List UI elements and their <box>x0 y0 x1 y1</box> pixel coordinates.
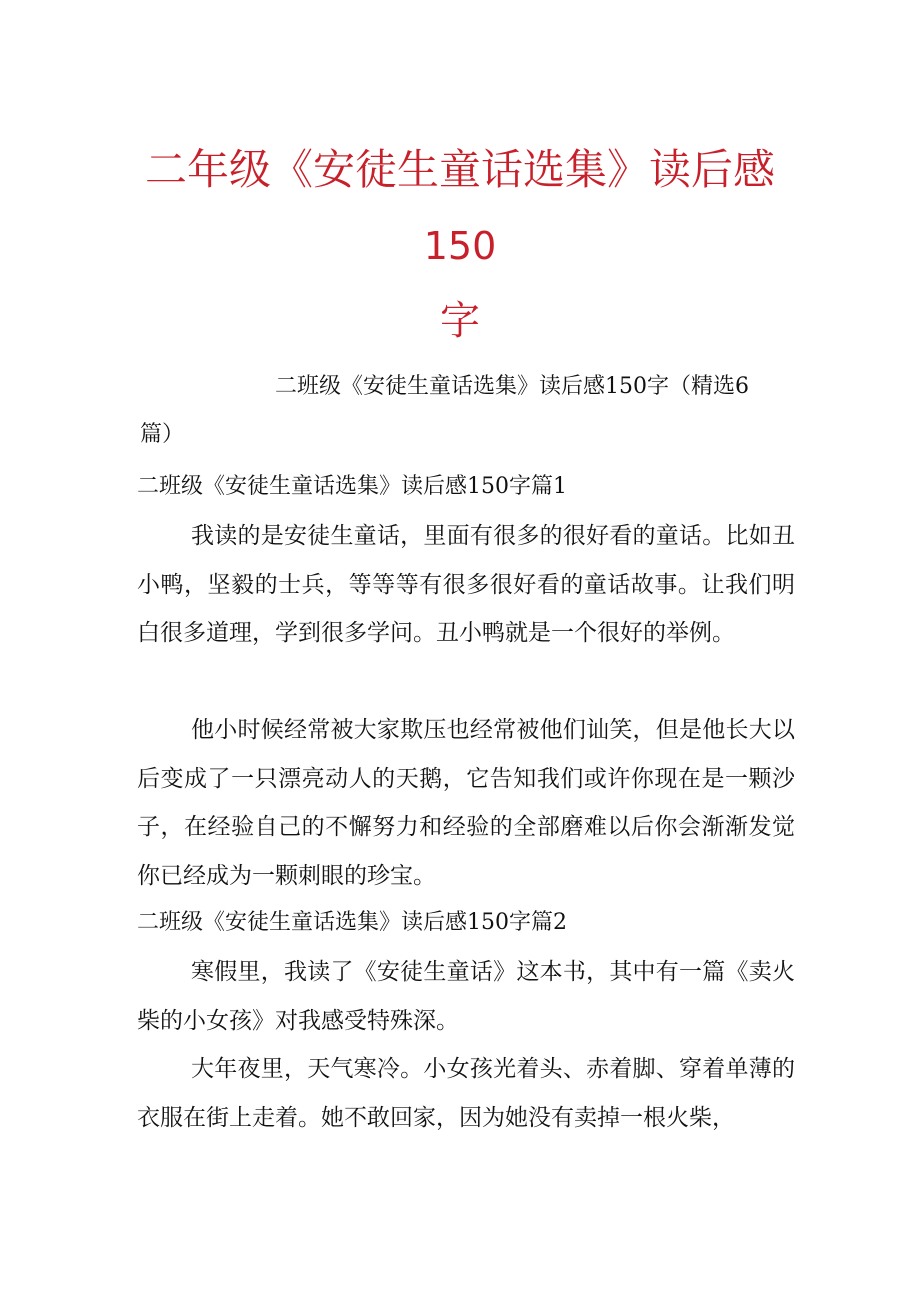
subtitle-line-2: 篇） <box>140 422 185 447</box>
section-2-heading: 二班级《安徒生童话选集》读后感150字篇2 <box>137 910 567 935</box>
section-1-heading: 二班级《安徒生童话选集》读后感150字篇1 <box>137 474 567 499</box>
section-2-paragraph-1: 寒假里，我读了《安徒生童话》这本书，其中有一篇《卖火柴的小女孩》对我感受特殊深。 <box>137 959 795 1034</box>
section-2-paragraph-2: 大年夜里，天气寒冷。小女孩光着头、赤着脚、穿着单薄的衣服在街上走着。她不敢回家，因为她没有卖掉一根火柴， <box>137 1056 795 1131</box>
section-1-paragraph-2: 他小时候经常被大家欺压也经常被他们讪笑，但是他长大以后变成了一只漂亮动人的天鹅，它告知我们或许你现在是一颗沙子，在经验自己的不懈努力和经验的全部磨难以后你会渐渐发觉你已经成为一颗刺眼的珍宝。 <box>137 717 795 889</box>
subtitle-line-1: 二班级《安徒生童话选集》读后感150字（精选6 <box>275 374 749 399</box>
document-title-line-3: 字 <box>440 298 480 344</box>
document-title-line-1: 二年级《安徒生童话选集》读后感 <box>144 145 775 194</box>
section-1-paragraph-1: 我读的是安徒生童话，里面有很多的很好看的童话。比如丑小鸭，坚毅的士兵，等等等有很多很好看的童话故事。让我们明白很多道理，学到很多学问。丑小鸭就是一个很好的举例。 <box>137 523 795 646</box>
document-title-line-2: 150 <box>423 224 497 268</box>
